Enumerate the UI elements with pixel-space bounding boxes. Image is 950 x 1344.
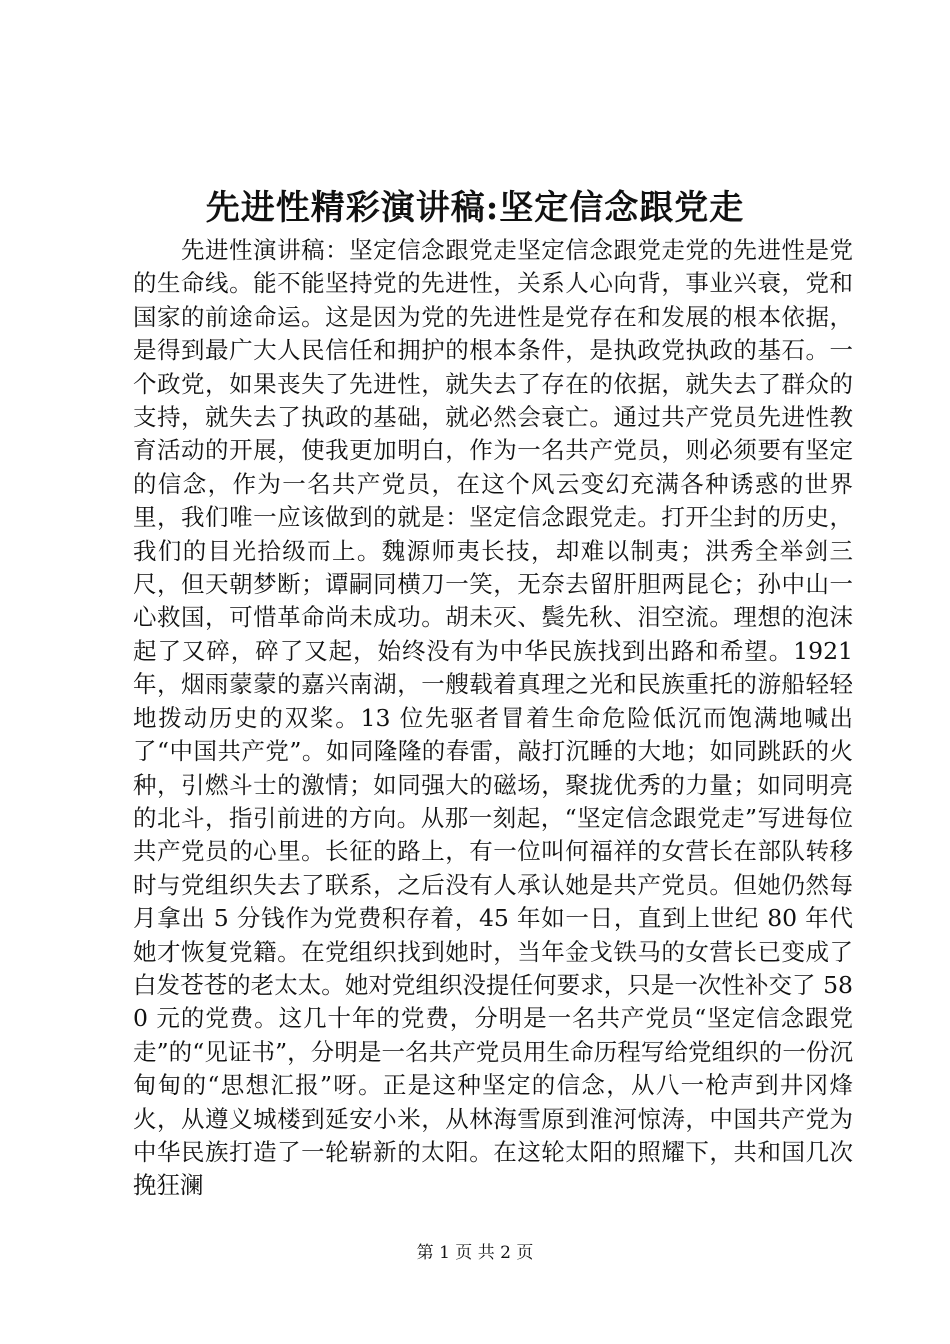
document-title: 先进性精彩演讲稿:坚定信念跟党走 <box>205 188 745 228</box>
document-body-paragraph: 先进性演讲稿：坚定信念跟党走坚定信念跟党走党的先进性是党的生命线。能不能坚持党的先进性，关系人心向背，事业兴衰，党和国家的前途命运。这是因为党的先进性是党存在和发展的根本依据，是得到最广大人民信任和拥护的根本条件，是执政党执政的基石。一个政党，如果丧失了先进性，就失去了存在的依据，就失去了群众的支持，就失去了执政的基础，就必然会衰亡。通过共产党员先进性教育活动的开展，使我更加明白，作为一名共产党员，则必须要有坚定的信念，作为一名共产党员，在这个风云变幻充满各种诱惑的世界里，我们唯一应该做到的就是：坚定信念跟党走。打开尘封的历史，我们的目光拾级而上。魏源师夷长技，却难以制夷；洪秀全举剑三尺，但天朝梦断；谭嗣同横刀一笑，无奈去留肝胆两昆仑；孙中山一心救国，可惜革命尚未成功。胡未灭、鬓先秋、泪空流。理想的泡沫起了又碎，碎了又起，始终没有为中华民族找到出路和希望。1921 年，烟雨蒙蒙的嘉兴南湖，一艘载着真理之光和民族重托的游船轻轻地拨动历史的双桨。13 位先驱者冒着生命危险低沉而饱满地喊出了“中国共产党”。如同隆隆的春雷，敲打沉睡的大地；如同跳跃的火种，引燃斗士的激情；如同强大的磁场，聚拢优秀的力量；如同明亮的北斗，指引前进的方向。从那一刻起，“坚定信念跟党走”写进每位共产党员的心里。长征的路上，有一位叫何福祥的女营长在部队转移时与党组织失去了联系，之后没有人承认她是共产党员。但她仍然每月拿出 5 分钱作为党费积存着，45 年如一日，直到上世纪 80 年代她才恢复党籍。在党组织找到她时，当年金戈铁马的女营长已变成了白发苍苍的老太太。她对党组织没提任何要求，只是一次性补交了 580 元的党费。这几十年的党费，分明是一名共产党员“坚定信念跟党走”的“见证书”，分明是一名共产党员用生命历程写给党组织的一份沉甸甸的“思想汇报”呀。正是这种坚定的信念，从八一枪声到井冈烽火，从遵义城楼到延安小米，从林海雪原到淮河惊涛，中国共产党为中华民族打造了一轮崭新的太阳。在这轮太阳的照耀下，共和国几次挽狂澜 <box>133 236 853 1200</box>
page-number-footer: 第 1 页 共 2 页 <box>416 1243 534 1263</box>
